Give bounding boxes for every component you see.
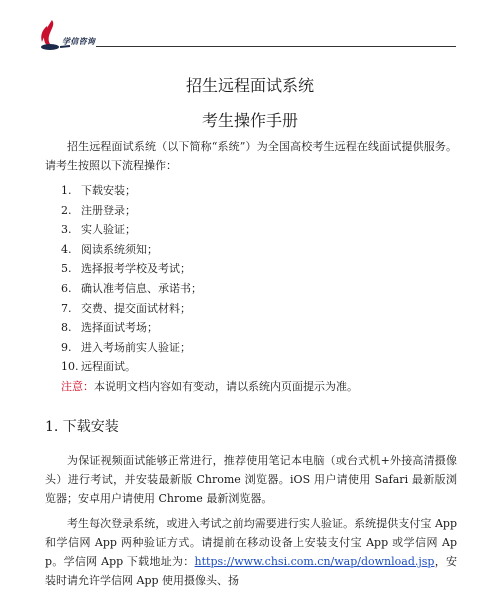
step-text: 进入考场前实人验证； — [81, 340, 191, 354]
note — [61, 379, 358, 395]
step-number: 2. — [61, 203, 72, 217]
paragraph-text: ，安装时请允许学信网 App 使用摄像头、扬 — [45, 555, 458, 587]
step-text: 远程面试。 — [81, 360, 136, 374]
step-text: 选择报考学校及考试； — [81, 262, 191, 276]
step-text: 确认准考信息、承诺书； — [81, 281, 202, 295]
paragraph-text: 考生每次登录系统，或进入考试之前均需要进行实人验证。系统提供支付宝 App 和学信网 App 两种验证方式。请提前在移动设备上安装支付宝 App 或学信网 App。学信网 App 下载地址为： — [45, 517, 457, 568]
step-text: 注册登录； — [81, 203, 136, 217]
list-item — [61, 220, 202, 240]
note-label: 注意： — [61, 380, 94, 393]
download-link[interactable]: https://www.chsi.com.cn/wap/download.jsp — [194, 555, 435, 568]
intro-paragraph: 招生远程面试系统（以下简称“系统”）为全国高校考生远程在线面试提供服务。请考生按照以下流程操作： — [45, 140, 457, 172]
step-text: 阅读系统须知； — [81, 242, 158, 256]
list-item — [61, 259, 202, 279]
step-text: 下载安装； — [81, 184, 136, 197]
list-item — [61, 240, 202, 260]
step-number: 3. — [61, 223, 72, 237]
list-item — [61, 318, 202, 338]
paragraph — [45, 514, 457, 590]
step-text: 选择面试考场； — [81, 321, 158, 335]
list-item — [61, 181, 202, 201]
note-text: 本说明文档内容如有变动，请以系统内页面提示为准。 — [94, 380, 358, 393]
step-number: 5. — [61, 262, 72, 276]
page-header — [0, 0, 500, 60]
step-number: 7. — [61, 301, 72, 315]
step-number: 8. — [61, 321, 72, 335]
document-title: 招生远程面试系统 — [185, 76, 314, 95]
list-item — [61, 279, 202, 299]
step-number: 9. — [61, 340, 72, 354]
step-number: 4. — [61, 242, 72, 256]
process-steps-list — [61, 181, 202, 377]
logo-text: 学信咨询 — [62, 37, 96, 46]
list-item — [61, 299, 202, 319]
list-item — [61, 338, 202, 358]
step-number: 1. — [61, 184, 72, 197]
step-number: 6. — [61, 281, 72, 295]
document-subtitle: 考生操作手册 — [201, 111, 298, 130]
paragraph: 为保证视频面试能够正常进行，推荐使用笔记本电脑（或台式机+外接高清摄像头）进行考试，并安装最新版 Chrome 浏览器。iOS 用户请使用 Safari 最新版浏览器；安卓用户请使用 Chrome 最新浏览器。 — [45, 454, 457, 505]
step-text: 交费、提交面试材料； — [81, 301, 191, 315]
header-divider — [96, 46, 456, 47]
list-item — [61, 201, 202, 221]
list-item — [61, 357, 202, 377]
step-number: 10. — [61, 360, 79, 374]
step-text: 实人验证； — [81, 223, 136, 237]
section-heading-download: 1. 下载安装 — [45, 419, 119, 435]
